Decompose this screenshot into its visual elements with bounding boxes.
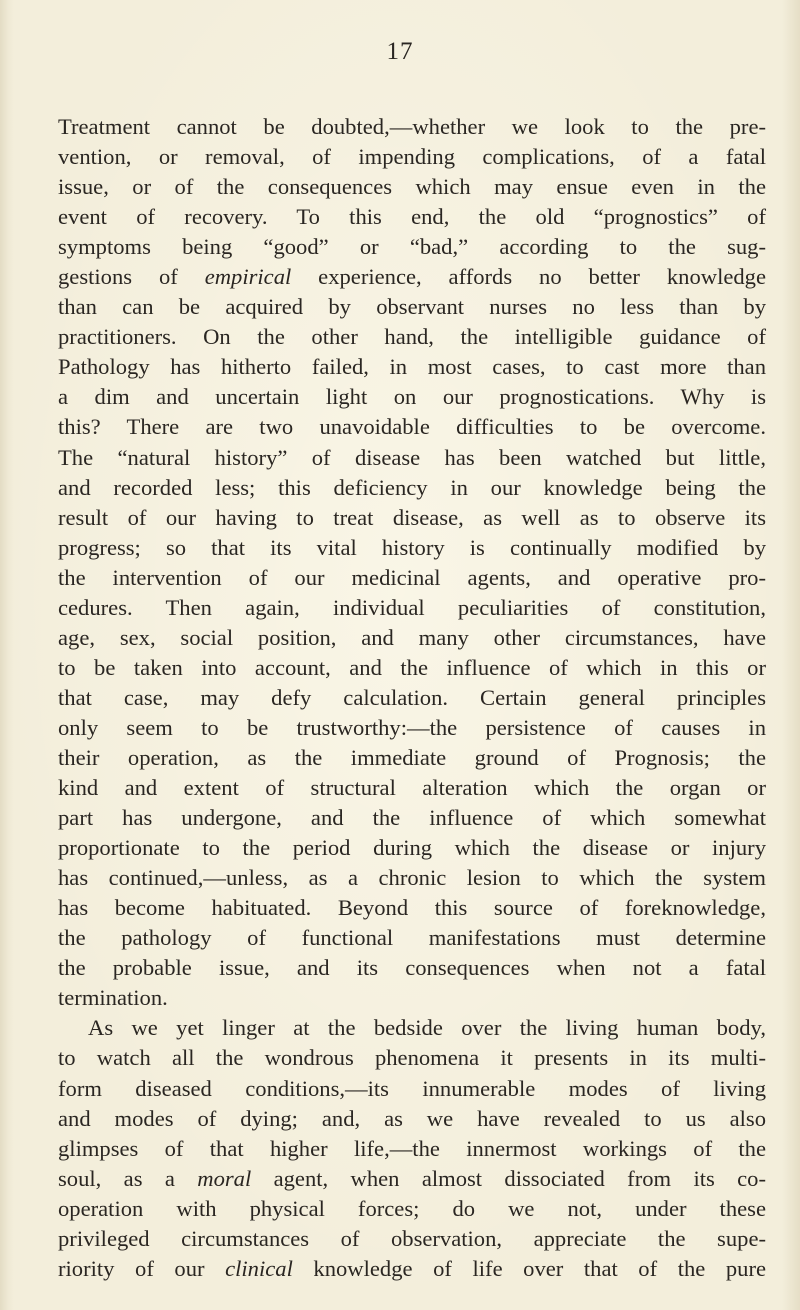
text-line	[58, 773, 766, 803]
text-run: form diseased conditions,—its innumerable modes of living	[58, 1075, 766, 1101]
text-line	[58, 322, 766, 352]
text-run: the intervention of our medicinal agents, and operative pro-	[58, 564, 766, 590]
text-line	[58, 1194, 766, 1224]
text-run: soul, as a	[58, 1165, 198, 1191]
text-run: that case, may defy calculation. Certain general principles	[58, 684, 766, 710]
text-run: to be taken into account, and the influence of which in this or	[58, 654, 766, 680]
text-line	[58, 232, 766, 262]
text-run: has continued,—unless, as a chronic lesion to which the system	[58, 865, 766, 891]
text-line	[58, 653, 766, 683]
page-number: 17	[386, 38, 414, 65]
text-line	[58, 1164, 766, 1194]
text-run: vention, or removal, of impending complications, of a fatal	[58, 144, 766, 170]
italic-word: moral	[197, 1165, 252, 1191]
text-line	[58, 743, 766, 773]
body-text	[58, 112, 766, 1284]
page-right-edge-shadow	[782, 0, 800, 1310]
text-run: experience, affords no better knowledge	[291, 264, 766, 290]
text-run: issue, or of the consequences which may ensue even in the	[58, 174, 766, 200]
text-run: than can be acquired by observant nurses no less than by	[58, 294, 766, 320]
text-line	[58, 1074, 766, 1104]
text-run: the probable issue, and its consequences when not a fatal	[58, 955, 766, 981]
text-line	[58, 473, 766, 503]
text-run: riority of our	[58, 1255, 226, 1281]
text-line	[58, 863, 766, 893]
text-run: their operation, as the immediate ground of Prognosis; the	[58, 744, 766, 770]
text-line	[58, 923, 766, 953]
text-run: agent, when almost dissociated from its co-	[251, 1165, 767, 1191]
text-run: privileged circumstances of observation, appreciate the supe-	[58, 1225, 766, 1251]
text-line	[58, 503, 766, 533]
text-run: has become habituated. Beyond this source of foreknowledge,	[58, 895, 766, 921]
page-left-edge-shadow	[0, 0, 14, 1310]
text-line	[58, 112, 766, 142]
text-line	[58, 593, 766, 623]
italic-word: empirical	[204, 264, 292, 290]
text-run: Pathology has hitherto failed, in most cases, to cast more than	[58, 354, 766, 380]
text-line	[58, 1104, 766, 1134]
text-line	[58, 833, 766, 863]
text-line	[58, 202, 766, 232]
text-line	[58, 683, 766, 713]
text-run: and modes of dying; and, as we have revealed to us also	[58, 1105, 766, 1131]
text-run: progress; so that its vital history is continually modified by	[58, 534, 766, 560]
text-line	[58, 382, 766, 412]
text-run: operation with physical forces; do we not, under these	[58, 1195, 766, 1221]
text-run: to watch all the wondrous phenomena it presents in its multi-	[58, 1045, 766, 1071]
text-line	[58, 533, 766, 563]
text-run: gestions of	[58, 264, 205, 290]
text-line	[58, 443, 766, 473]
text-line	[58, 172, 766, 202]
text-line	[58, 1134, 766, 1164]
text-line	[58, 623, 766, 653]
text-line	[58, 1224, 766, 1254]
text-line	[58, 713, 766, 743]
text-line	[58, 292, 766, 322]
text-run: termination.	[58, 985, 168, 1011]
text-run: Treatment cannot be doubted,—whether we look to the pre-	[58, 114, 766, 139]
paragraph	[58, 1013, 766, 1283]
text-run: a dim and uncertain light on our prognostications. Why is	[58, 384, 766, 410]
text-line	[58, 352, 766, 382]
text-run: and recorded less; this deficiency in our knowledge being the	[58, 474, 766, 500]
text-run: knowledge of life over that of the pure	[292, 1255, 766, 1281]
text-run: practitioners. On the other hand, the intelligible guidance of	[58, 324, 766, 350]
italic-word: clinical	[225, 1255, 293, 1281]
text-run: proportionate to the period during which the disease or injury	[58, 835, 766, 861]
text-run: cedures. Then again, individual peculiarities of constitution,	[58, 594, 766, 620]
text-line	[58, 953, 766, 983]
text-run: The “natural history” of disease has been watched but little,	[58, 444, 766, 470]
text-run: glimpses of that higher life,—the innermost workings of the	[58, 1135, 766, 1161]
text-line	[58, 1254, 766, 1284]
text-line	[58, 142, 766, 172]
text-line	[58, 262, 766, 292]
text-run: As we yet linger at the bedside over the living human body,	[88, 1015, 766, 1041]
text-run: this? There are two unavoidable difficulties to be overcome.	[58, 414, 766, 440]
text-run: age, sex, social position, and many other circumstances, have	[58, 624, 766, 650]
text-run: the pathology of functional manifestations must determine	[58, 925, 766, 951]
text-line	[58, 1043, 766, 1073]
text-run: result of our having to treat disease, as well as to observe its	[58, 504, 766, 530]
text-line	[58, 1013, 766, 1043]
text-run: only seem to be trustworthy:—the persistence of causes in	[58, 714, 766, 740]
paragraph	[58, 112, 766, 1013]
text-line	[58, 803, 766, 833]
text-line	[58, 983, 766, 1013]
text-line	[58, 893, 766, 923]
text-run: part has undergone, and the influence of which somewhat	[58, 805, 766, 831]
text-line	[58, 412, 766, 442]
text-run: symptoms being “good” or “bad,” according to the sug-	[58, 234, 766, 260]
text-line	[58, 563, 766, 593]
text-run: event of recovery. To this end, the old “prognostics” of	[58, 204, 766, 230]
text-run: kind and extent of structural alteration which the organ or	[58, 775, 766, 801]
